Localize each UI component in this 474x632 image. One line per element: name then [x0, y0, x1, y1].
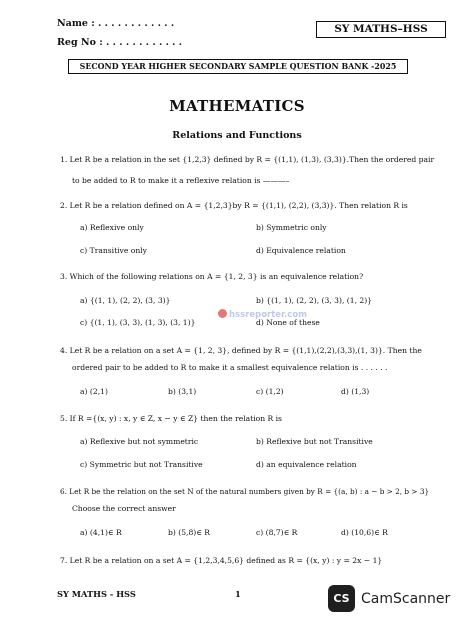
camscanner-logo-icon: CS [328, 585, 355, 612]
question-1-cont: to be added to R to make it a reflexive relation is ———– [72, 176, 290, 185]
question-bank-banner: SECOND YEAR HIGHER SECONDARY SAMPLE QUESTION BANK -2025 [68, 59, 408, 74]
question-6-option-c: c) (8,7)∈ R [256, 528, 298, 537]
question-5: 5. If R ={(x, y) : x, y ∈ Z, x − y ∈ Z} then the relation R is [60, 414, 282, 423]
watermark [218, 309, 307, 320]
question-3: 3. Which of the following relations on A = {1, 2, 3} is an equivalence relation? [60, 272, 364, 281]
question-6-option-d: d) (10,6)∈ R [341, 528, 388, 537]
question-4-option-d: d) (1,3) [341, 387, 370, 396]
watermark-text: hssreporter.com [229, 310, 308, 320]
question-5-option-d: d) an equivalence relation [256, 460, 357, 469]
page-number: 1 [235, 589, 241, 599]
question-5-option-a: a) Reflexive but not symmetric [80, 437, 199, 446]
question-3-option-c: c) {(1, 1), (3, 3), (1, 3), (3, 1)} [80, 318, 196, 327]
question-5-option-b: b) Reflexive but not Transitive [256, 437, 373, 446]
question-4-option-b: b) (3,1) [168, 387, 197, 396]
camscanner-badge [328, 579, 474, 618]
camscanner-label: CamScanner [361, 590, 451, 607]
question-6-option-a: a) (4,1)∈ R [80, 528, 122, 537]
question-5-option-c: c) Symmetric but not Transitive [80, 460, 203, 469]
question-2-option-c: c) Transitive only [80, 246, 147, 255]
page-title: MATHEMATICS [169, 97, 305, 115]
question-4-option-a: a) (2,1) [80, 387, 108, 396]
question-4-cont: ordered pair to be added to R to make it a smallest equivalence relation is . . . . . . [72, 363, 388, 372]
question-7: 7. Let R be a relation on a set A = {1,2,3,4,5,6} defined as R = {(x, y) : y = 2x − 1} [60, 556, 383, 565]
watermark-logo-icon [218, 309, 227, 318]
question-2-option-d: d) Equivalence relation [256, 246, 346, 255]
question-4: 4. Let R be a relation on a set A = {1, 2, 3}, defined by R = {(1,1),(2,2),(3,3),(1, 3)}. Then the [60, 346, 422, 355]
question-2-option-a: a) Reflexive only [80, 223, 144, 232]
question-3-option-d: d) None of these [256, 318, 320, 327]
reg-no-field-line: Reg No : . . . . . . . . . . . . [57, 37, 183, 48]
question-4-option-c: c) (1,2) [256, 387, 284, 396]
question-6: 6. Let R be the relation on the set N of the natural numbers given by R = {(a, b) : a − b > 2, b > 3} [60, 487, 430, 496]
question-2: 2. Let R be a relation defined on A = {1,2,3}by R = {(1,1), (2,2), (3,3)}. Then relation R is [60, 201, 408, 210]
section-subtitle: Relations and Functions [172, 130, 302, 141]
question-3-option-a: a) {(1, 1), (2, 2), (3, 3)} [80, 296, 171, 305]
question-6-option-b: b) (5,8)∈ R [168, 528, 210, 537]
question-1: 1. Let R be a relation in the set {1,2,3} defined by R = {(1,1), (1,3), (3,3)}.Then the ordered pair [60, 155, 435, 164]
question-3-option-b: b) {(1, 1), (2, 2), (3, 3), (1, 2)} [256, 296, 373, 305]
question-2-option-b: b) Symmetric only [256, 223, 327, 232]
name-field-line: Name : . . . . . . . . . . . . [57, 18, 175, 29]
subject-tag: SY MATHS–HSS [316, 21, 446, 38]
footer-subject: SY MATHS - HSS [57, 589, 136, 599]
question-6-cont: Choose the correct answer [72, 504, 176, 513]
